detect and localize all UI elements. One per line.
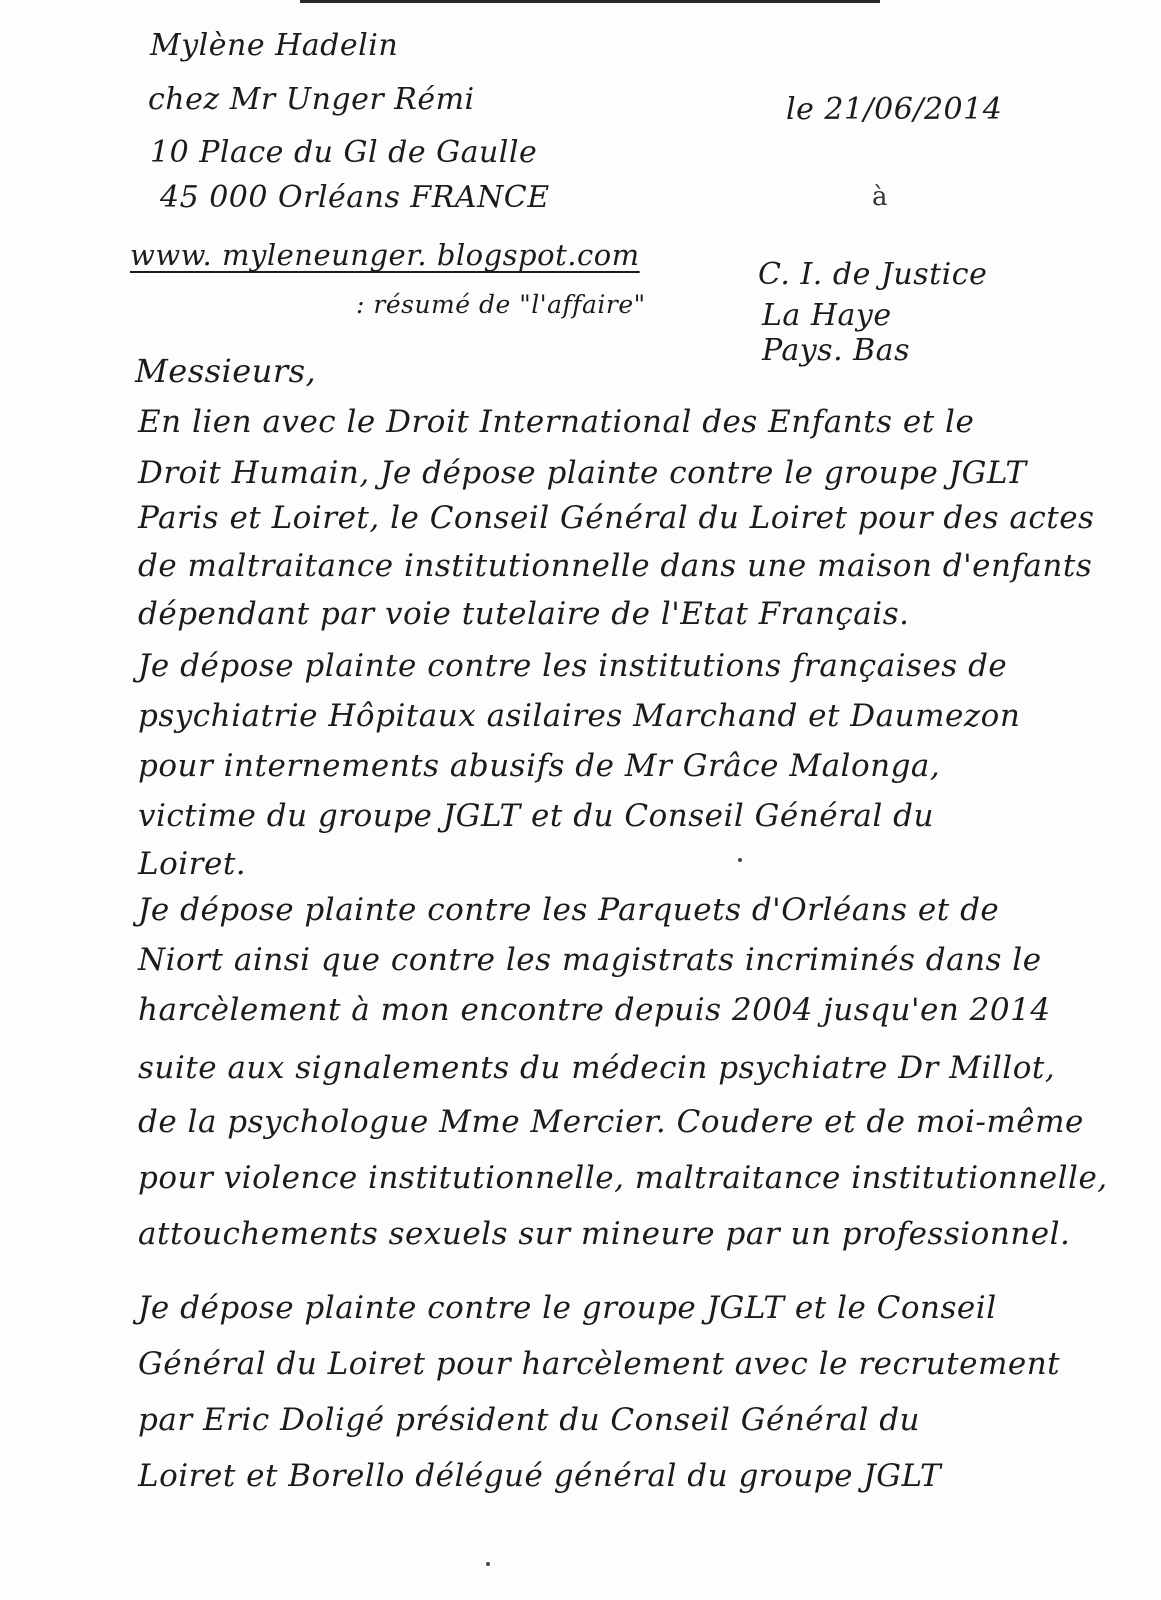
body-line: attouchements sexuels sur mineure par un professionnel.	[138, 1216, 1071, 1252]
body-line: pour violence institutionnelle, maltraitance institutionnelle,	[138, 1160, 1108, 1196]
body-line: harcèlement à mon encontre depuis 2004 jusqu'en 2014	[138, 992, 1051, 1028]
top-edge-rule	[300, 0, 880, 3]
body-line: En lien avec le Droit International des Enfants et le	[138, 404, 975, 440]
body-line: Paris et Loiret, le Conseil Général du Loiret pour des actes	[138, 500, 1095, 536]
body-line: dépendant par voie tutelaire de l'Etat Français.	[138, 596, 910, 632]
blog-url: www. myleneunger. blogspot.com	[130, 238, 640, 272]
body-line: Général du Loiret pour harcèlement avec le recrutement	[138, 1346, 1061, 1382]
body-line: Loiret et Borello délégué général du groupe JGLT	[138, 1458, 942, 1494]
sender-city: 45 000 Orléans FRANCE	[160, 180, 550, 215]
recipient-city: La Haye	[762, 298, 892, 333]
body-line: Loiret.	[138, 846, 247, 882]
scan-speck	[486, 1562, 490, 1566]
letter-date: le 21/06/2014	[786, 92, 1003, 127]
body-line: Je dépose plainte contre les Parquets d'Orléans et de	[138, 892, 1000, 928]
body-line: psychiatrie Hôpitaux asilaires Marchand et Daumezon	[138, 698, 1021, 734]
body-line: de maltraitance institutionnelle dans une maison d'enfants	[138, 548, 1093, 584]
recipient-name: C. I. de Justice	[758, 257, 988, 292]
salutation: Messieurs,	[135, 352, 317, 390]
recipient-marker: à	[872, 182, 888, 212]
body-line: de la psychologue Mme Mercier. Coudere et de moi-même	[138, 1104, 1084, 1140]
body-line: pour internements abusifs de Mr Grâce Malonga,	[138, 748, 941, 784]
scan-speck	[738, 858, 742, 862]
sender-name: Mylène Hadelin	[150, 28, 399, 63]
blog-caption: : résumé de "l'affaire"	[356, 290, 646, 319]
body-line: Niort ainsi que contre les magistrats incriminés dans le	[138, 942, 1042, 978]
body-line: Je dépose plainte contre les institutions françaises de	[138, 648, 1008, 684]
body-line: Droit Humain, Je dépose plainte contre le groupe JGLT	[138, 455, 1027, 491]
sender-street: 10 Place du Gl de Gaulle	[150, 135, 538, 170]
body-line: victime du groupe JGLT et du Conseil Général du	[138, 798, 934, 834]
body-line: Je dépose plainte contre le groupe JGLT et le Conseil	[138, 1290, 997, 1326]
sender-care-of: chez Mr Unger Rémi	[148, 82, 475, 117]
body-line: par Eric Doligé président du Conseil Général du	[138, 1402, 921, 1438]
recipient-country: Pays. Bas	[762, 333, 910, 368]
body-line: suite aux signalements du médecin psychiatre Dr Millot,	[138, 1050, 1056, 1086]
